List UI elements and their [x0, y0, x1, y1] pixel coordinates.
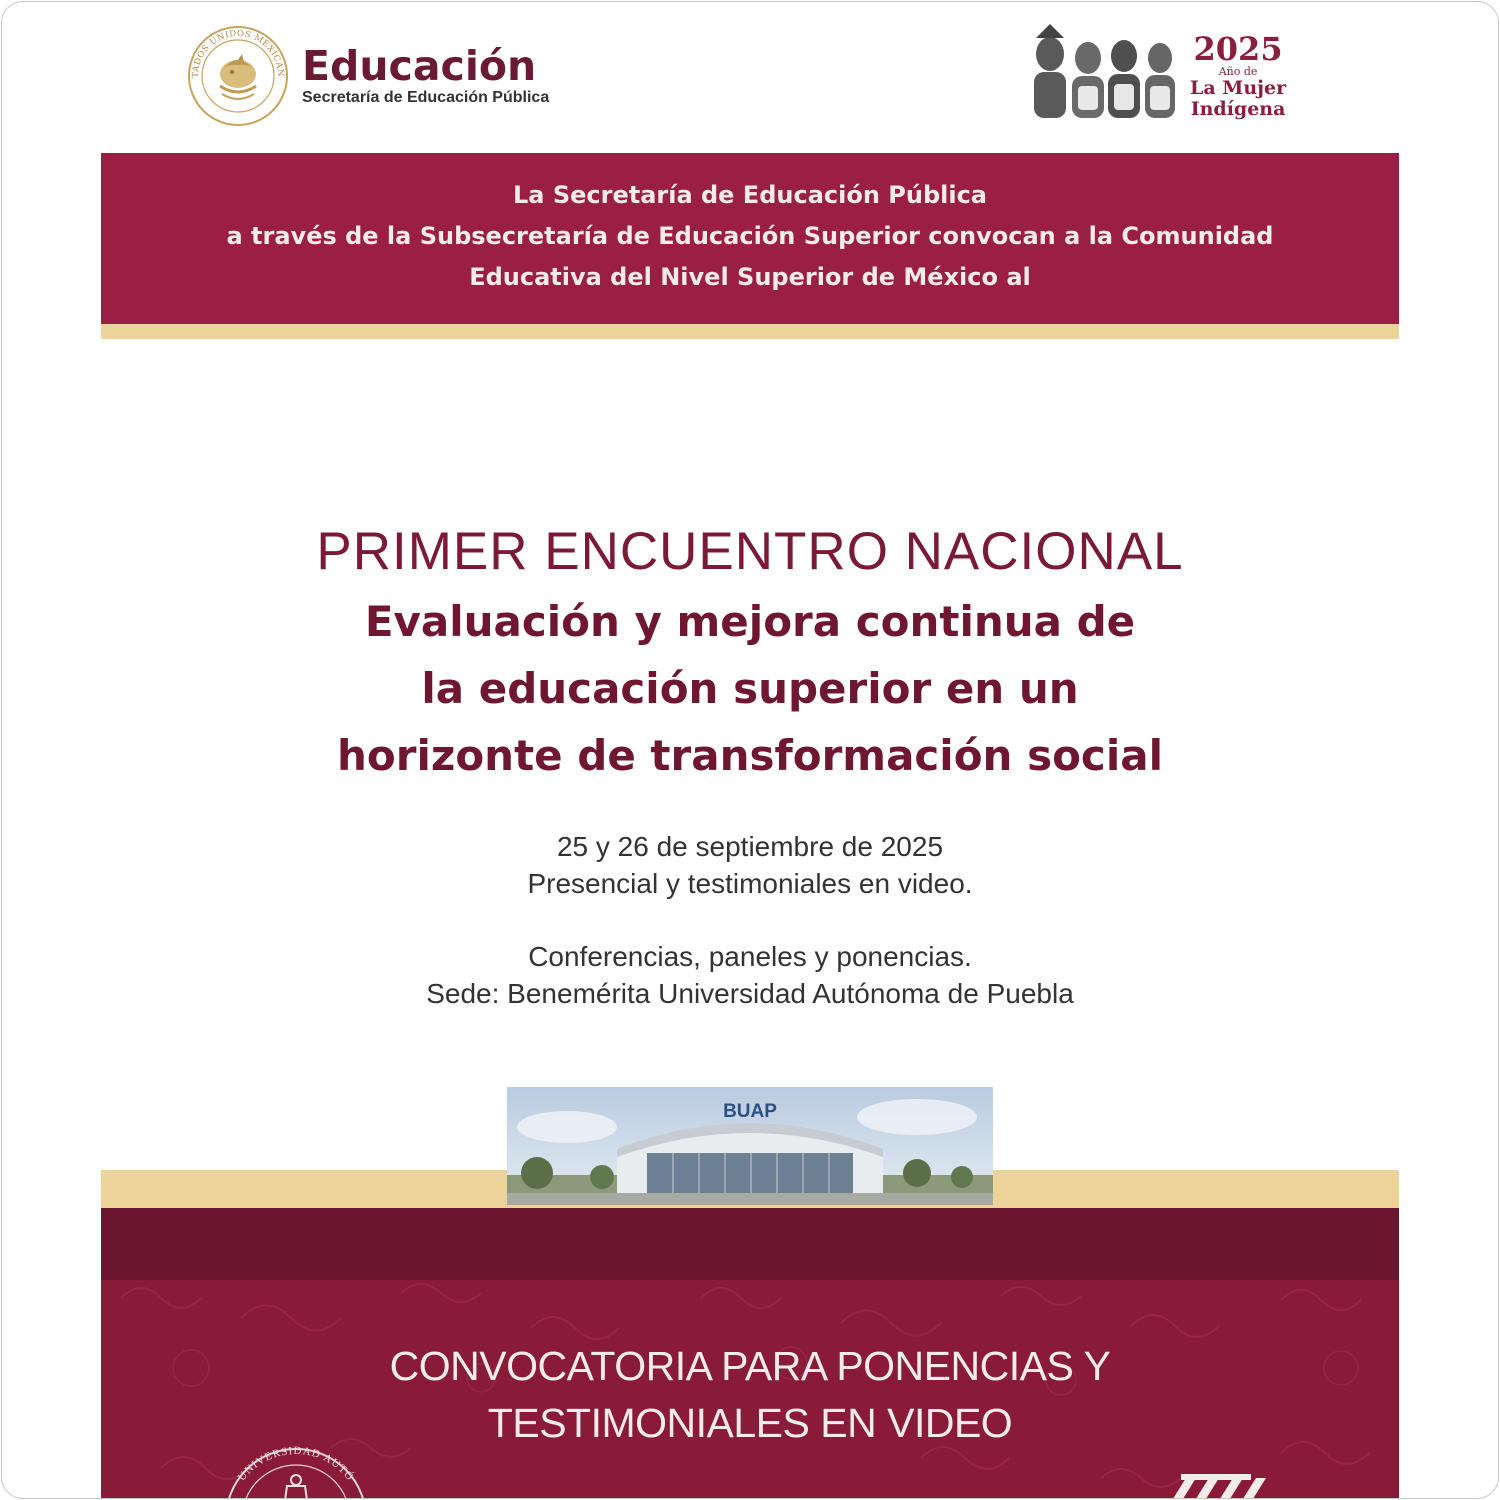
sep-logo	[186, 24, 549, 128]
event-title-line: Evaluación y mejora continua de	[364, 597, 1136, 646]
building-sign: BUAP	[723, 1101, 777, 1122]
invitation-line: a través de la Subsecretaría de Educación Superior convocan a la Comunidad	[226, 222, 1274, 250]
call-banner	[101, 1208, 1399, 1499]
year-2025-logo	[1020, 20, 1286, 122]
year-name-line2: Indígena	[1190, 98, 1286, 120]
event-activities: Conferencias, paneles y ponencias.	[528, 941, 972, 972]
year-number: 2025	[1193, 30, 1283, 68]
call-title	[101, 1338, 1399, 1452]
invitation-line: Educativa del Nivel Superior de México al	[469, 263, 1031, 291]
venue-photo	[507, 1087, 993, 1205]
event-title-line: la educación superior en un	[421, 664, 1079, 713]
event-kicker: PRIMER ENCUENTRO NACIONAL	[316, 522, 1184, 581]
svg-text:UNIVERSIDAD AUTÓ	[236, 1445, 356, 1483]
sep-logo-subtitle: Secretaría de Educación Pública	[302, 89, 550, 106]
banner-gold-stripe	[101, 324, 1399, 339]
university-seal-ring-text: UNIVERSIDAD AUTÓ	[235, 1444, 357, 1484]
invitation-line: La Secretaría de Educación Pública	[512, 181, 988, 209]
sep-logo-title: Educación	[302, 42, 537, 90]
event-date: 25 y 26 de septiembre de 2025	[556, 831, 944, 862]
event-modality: Presencial y testimoniales en video.	[527, 868, 973, 899]
year-prefix: Año de	[1218, 65, 1258, 78]
call-title-line: CONVOCATORIA PARA PONENCIAS Y	[389, 1343, 1111, 1389]
indigenous-women-illustration-icon	[1020, 20, 1184, 122]
mexico-coat-of-arms-icon	[186, 24, 290, 128]
event-title-line: horizonte de transformación social	[337, 731, 1163, 780]
university-seal-icon	[221, 1444, 371, 1499]
invitation-banner	[101, 153, 1399, 324]
flyer-page	[1, 1, 1499, 1499]
event-venue: Sede: Benemérita Universidad Autónoma de Puebla	[426, 978, 1074, 1009]
event-title	[2, 588, 1498, 789]
year-name-line1: La Mujer	[1190, 77, 1287, 99]
event-details	[2, 828, 1498, 1012]
seal-ring-text: TADOS UNIDOS MEXICAN	[190, 28, 286, 78]
call-title-line: TESTIMONIALES EN VIDEO	[487, 1400, 1013, 1446]
uam-logo-icon	[1161, 1470, 1271, 1499]
